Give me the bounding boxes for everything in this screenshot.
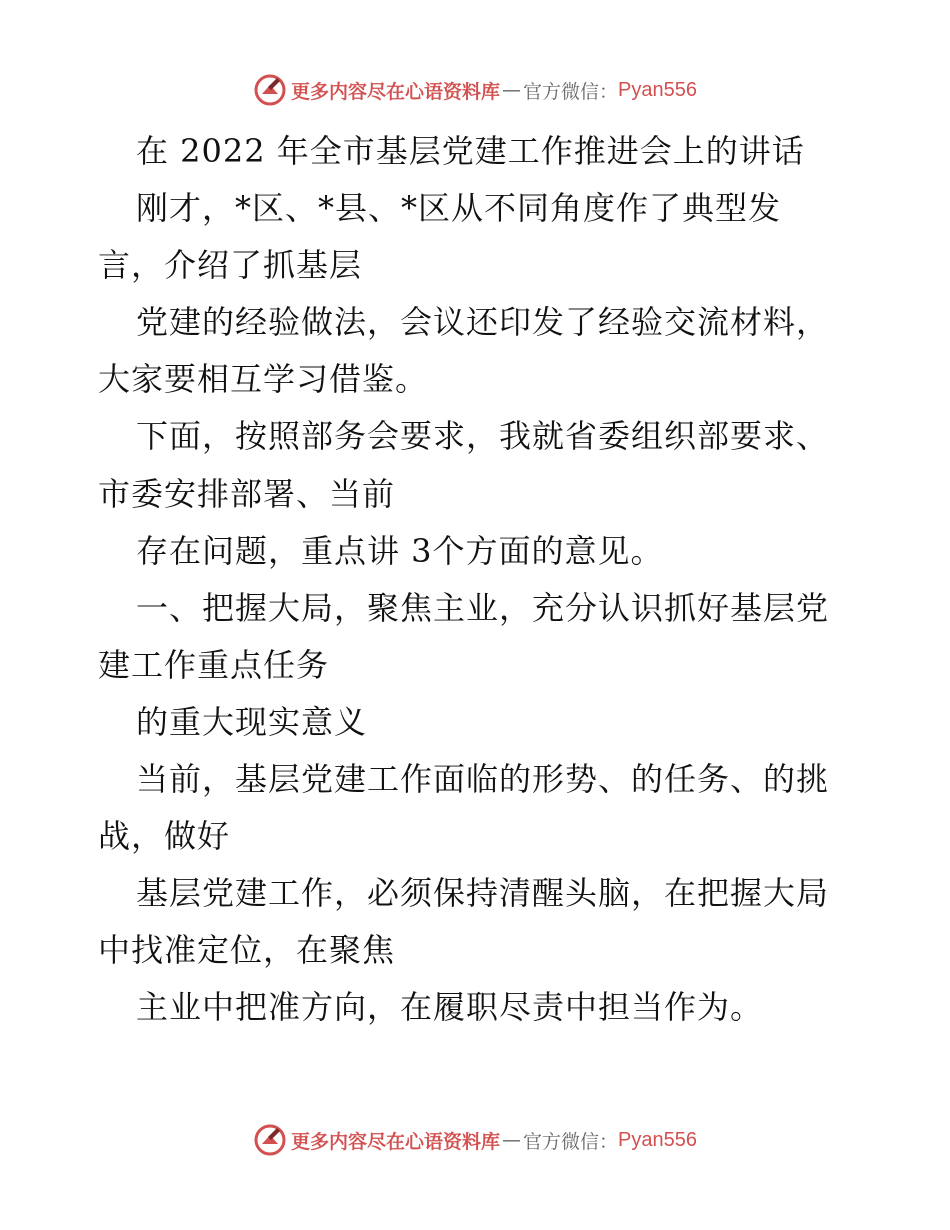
document-line: 中找准定位，在聚焦 bbox=[98, 931, 396, 970]
wechat-handle: Pyan556 bbox=[618, 78, 697, 101]
document-line: 存在问题，重点讲 3个方面的意见。 bbox=[136, 531, 664, 570]
header-watermark bbox=[0, 70, 950, 110]
document-line: 主业中把准方向，在履职尽责中担当作为。 bbox=[136, 988, 764, 1027]
document-line: 建工作重点任务 bbox=[98, 645, 330, 684]
separator-dash: — bbox=[502, 1129, 522, 1151]
document-body bbox=[98, 123, 878, 1037]
document-line: 的重大现实意义 bbox=[136, 702, 368, 741]
document-line: 下面，按照部务会要求，我就省委组织部要求、 bbox=[136, 417, 830, 456]
wechat-label: 官方微信： bbox=[523, 1130, 619, 1153]
document-line: 党建的经验做法，会议还印发了经验交流材料， bbox=[136, 303, 830, 342]
document-line: 市委安排部署、当前 bbox=[98, 474, 396, 513]
document-line: 在 2022 年全市基层党建工作推进会上的讲话 bbox=[136, 132, 805, 170]
document-line: 刚才，*区、*县、*区从不同角度作了典型发 bbox=[136, 189, 782, 228]
separator-dash: — bbox=[502, 79, 522, 101]
document-line: 战，做好 bbox=[98, 817, 231, 856]
promo-text: 更多内容尽在心语资料库 bbox=[291, 80, 501, 103]
document-line: 基层党建工作，必须保持清醒头脑，在把握大局 bbox=[136, 874, 830, 913]
document-line: 一、把握大局，聚焦主业，充分认识抓好基层党 bbox=[136, 588, 830, 627]
document-line: 当前，基层党建工作面临的形势、的任务、的挑 bbox=[136, 760, 830, 799]
document-line: 言，介绍了抓基层 bbox=[98, 246, 363, 285]
wechat-handle: Pyan556 bbox=[618, 1128, 697, 1151]
red-book-pen-logo-icon bbox=[253, 73, 287, 107]
promo-text: 更多内容尽在心语资料库 bbox=[291, 1130, 501, 1153]
document-line: 大家要相互学习借鉴。 bbox=[98, 360, 429, 399]
wechat-label: 官方微信： bbox=[523, 80, 619, 103]
red-book-pen-logo-icon bbox=[253, 1123, 287, 1157]
footer-watermark bbox=[0, 1120, 950, 1160]
